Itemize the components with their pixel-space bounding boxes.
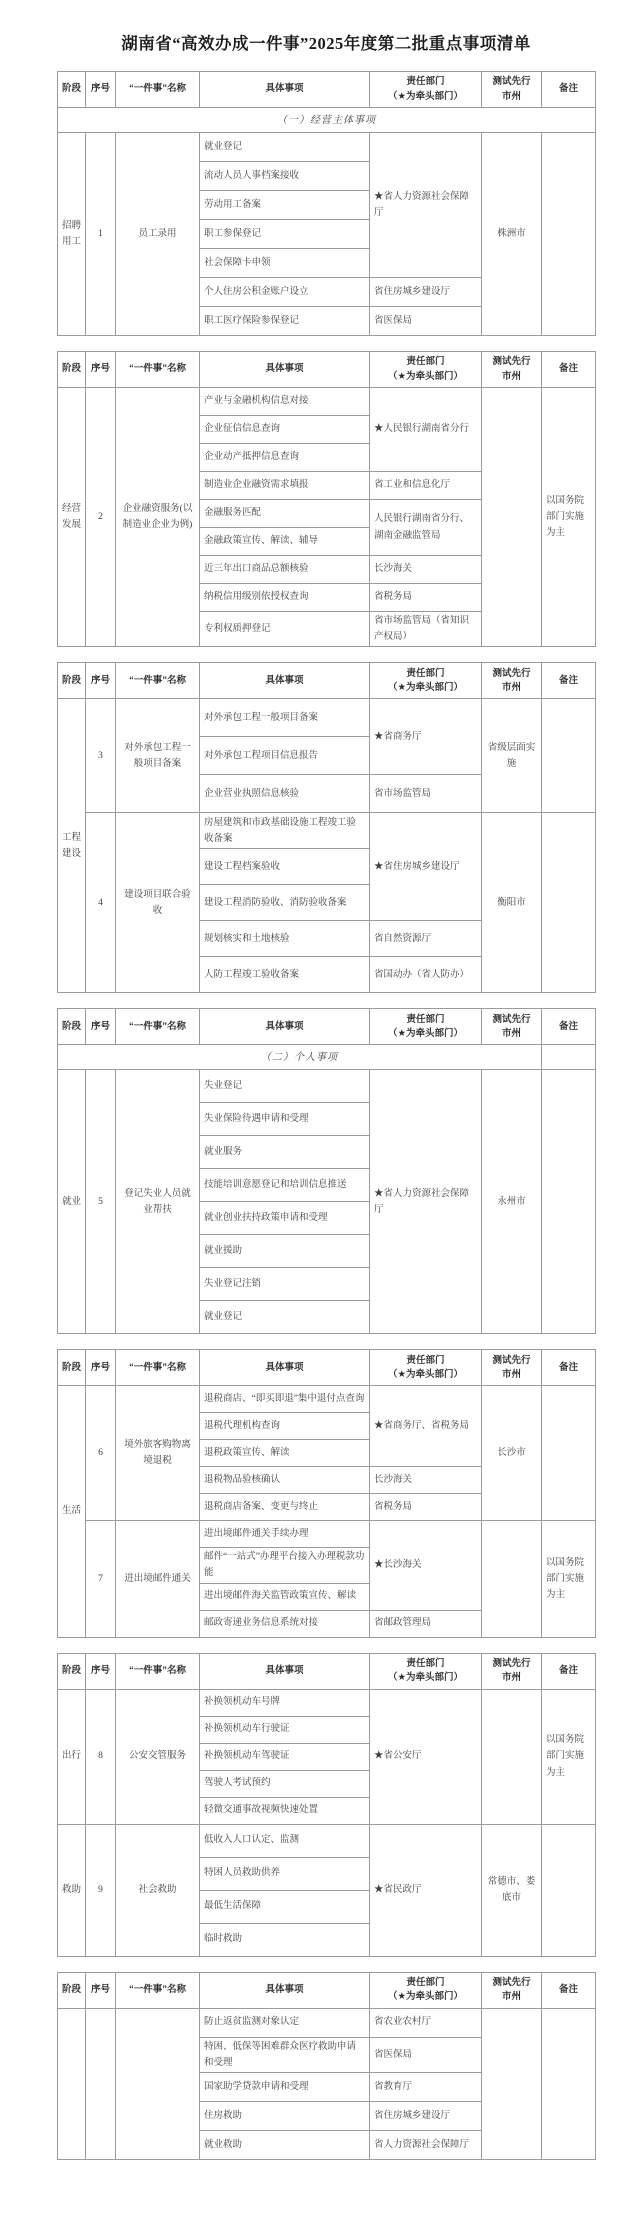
item-cell: 退税政策宣传、解读 [200, 1440, 370, 1467]
item-cell: 职工医疗保险参保登记 [200, 307, 370, 336]
dept-cell: ★省住房城乡建设厅 [370, 813, 482, 921]
item-cell: 就业创业扶持政策申请和受理 [200, 1202, 370, 1235]
col-header-dept-line1: 责任部门 [406, 356, 445, 368]
col-header-stage: 阶段 [58, 1653, 86, 1689]
remark-cell: 以国务院部门实施为主 [542, 1521, 596, 1637]
seq-cell: 3 [86, 699, 116, 813]
item-cell: 对外承包工程一般项目备案 [200, 699, 370, 737]
col-header-remark: 备注 [542, 1009, 596, 1045]
col-header-dept-line2: （★为牵头部门） [387, 1672, 464, 1684]
col-header-stage: 阶段 [58, 72, 86, 108]
group-header-personal: （二）个人事项 [58, 1045, 542, 1070]
dept-cell: ★省民政厅 [370, 1824, 482, 1956]
stage-cell: 生活 [58, 1386, 86, 1637]
item-cell: 流动人员人事档案接收 [200, 162, 370, 191]
seq-cell: 4 [86, 813, 116, 993]
item-cell: 最低生活保障 [200, 1890, 370, 1923]
remark-cell [542, 2008, 596, 2159]
col-header-no: 序号 [86, 352, 116, 388]
item-cell: 补换领机动车行驶证 [200, 1716, 370, 1743]
col-header-city-line1: 测试先行 [492, 356, 531, 368]
city-cell: 永州市 [482, 1070, 542, 1334]
col-header-dept-line2: （★为牵头部门） [387, 370, 464, 382]
group-header-business: （一）经营主体事项 [58, 108, 596, 133]
col-header-city-line2: 市州 [501, 1027, 521, 1039]
col-header-stage: 阶段 [58, 1350, 86, 1386]
table-row [58, 699, 596, 737]
group-header-business-row [58, 108, 596, 133]
group-header-personal-row [58, 1045, 596, 1070]
dept-cell: 省工业和信息化厅 [370, 472, 482, 500]
col-header-stage: 阶段 [58, 1009, 86, 1045]
col-header-city-line2: 市州 [501, 90, 521, 102]
col-header-no: 序号 [86, 72, 116, 108]
col-header-city-line1: 测试先行 [492, 1976, 531, 1988]
col-header-remark: 备注 [542, 1653, 596, 1689]
item-cell: 国家助学贷款申请和受理 [200, 2072, 370, 2101]
seq-cell: 6 [86, 1386, 116, 1521]
table-header-row [58, 1009, 596, 1045]
city-cell [482, 1521, 542, 1637]
stage-cell: 救助 [58, 1824, 86, 1956]
item-cell: 技能培训意愿登记和培训信息推送 [200, 1169, 370, 1202]
item-cell: 金融政策宣传、解读、辅导 [200, 528, 370, 556]
remark-cell: 以国务院部门实施为主 [542, 1689, 596, 1824]
col-header-no: 序号 [86, 1009, 116, 1045]
dept-cell: 长沙海关 [370, 556, 482, 584]
seq-cell: 8 [86, 1689, 116, 1824]
col-header-stage: 阶段 [58, 663, 86, 699]
col-header-stage: 阶段 [58, 352, 86, 388]
item-cell: 退税商店、“即买即退”集中退付点查询 [200, 1386, 370, 1413]
city-cell: 株洲市 [482, 133, 542, 336]
col-header-dept [370, 663, 482, 699]
dept-cell: 省教育厅 [370, 2072, 482, 2101]
dept-cell: 省税务局 [370, 584, 482, 612]
seq-cell: 1 [86, 133, 116, 336]
dept-cell: ★省商务厅、省税务局 [370, 1386, 482, 1467]
dept-cell: 省自然资源厅 [370, 921, 482, 957]
item-cell: 建设工程消防验收、消防验收备案 [200, 885, 370, 921]
stage-cell [58, 2008, 86, 2159]
table-block-1 [57, 71, 596, 336]
dept-cell: ★省公安厅 [370, 1689, 482, 1824]
city-cell: 长沙市 [482, 1386, 542, 1521]
col-header-dept [370, 352, 482, 388]
item-cell: 补换领机动车号牌 [200, 1689, 370, 1716]
col-header-remark: 备注 [542, 72, 596, 108]
col-header-item: 具体事项 [200, 352, 370, 388]
col-header-no: 序号 [86, 1350, 116, 1386]
dept-cell: ★省人力资源社会保障厅 [370, 1070, 482, 1334]
item-cell: 退税代理机构查询 [200, 1413, 370, 1440]
table-block-6 [57, 1653, 596, 1957]
item-cell: 补换领机动车驾驶证 [200, 1743, 370, 1770]
stage-cell: 招聘用工 [58, 133, 86, 336]
table-header-row [58, 1972, 596, 2008]
col-header-dept [370, 1653, 482, 1689]
item-cell: 对外承包工程项目信息报告 [200, 737, 370, 775]
table-header-row [58, 1653, 596, 1689]
seq-cell [86, 2008, 116, 2159]
col-header-name: “一件事”名称 [116, 1009, 200, 1045]
table-row [58, 1070, 596, 1103]
col-header-remark: 备注 [542, 1350, 596, 1386]
item-cell: 特困人员救助供养 [200, 1857, 370, 1890]
item-cell: 人防工程竣工验收备案 [200, 957, 370, 993]
city-cell: 衡阳市 [482, 813, 542, 993]
dept-cell: 省住房城乡建设厅 [370, 2101, 482, 2130]
col-header-dept [370, 1972, 482, 2008]
remark-cell [542, 1386, 596, 1521]
dept-cell: ★省商务厅 [370, 699, 482, 775]
city-cell: 省级层面实施 [482, 699, 542, 813]
item-cell: 就业登记 [200, 1301, 370, 1334]
city-cell: 常德市、娄底市 [482, 1824, 542, 1956]
col-header-name: “一件事”名称 [116, 663, 200, 699]
stage-cell: 经营发展 [58, 388, 86, 647]
col-header-city-line1: 测试先行 [492, 1657, 531, 1669]
item-cell: 专利权质押登记 [200, 612, 370, 647]
item-cell: 企业征信信息查询 [200, 416, 370, 444]
item-cell: 住房救助 [200, 2101, 370, 2130]
col-header-city-line2: 市州 [501, 1991, 521, 2003]
col-header-item: 具体事项 [200, 663, 370, 699]
remark-cell [542, 1045, 596, 1070]
dept-cell: 长沙海关 [370, 1467, 482, 1494]
item-cell: 防止返贫监测对象认定 [200, 2008, 370, 2037]
dept-cell: 省人力资源社会保障厅 [370, 2130, 482, 2159]
dept-cell: 省农业农村厅 [370, 2008, 482, 2037]
col-header-city-line2: 市州 [501, 1672, 521, 1684]
col-header-name: “一件事”名称 [116, 1972, 200, 2008]
table-row [58, 1386, 596, 1413]
remark-cell: 以国务院部门实施为主 [542, 388, 596, 647]
col-header-city [482, 352, 542, 388]
col-header-city [482, 72, 542, 108]
stage-cell: 就业 [58, 1070, 86, 1334]
table-row [58, 1824, 596, 1857]
col-header-dept-line2: （★为牵头部门） [387, 681, 464, 693]
remark-cell [542, 813, 596, 993]
remark-cell [542, 133, 596, 336]
col-header-item: 具体事项 [200, 1009, 370, 1045]
col-header-city-line1: 测试先行 [492, 1013, 531, 1025]
col-header-city [482, 1972, 542, 2008]
col-header-dept [370, 1009, 482, 1045]
remark-cell [542, 699, 596, 813]
col-header-name: “一件事”名称 [116, 1653, 200, 1689]
col-header-city-line1: 测试先行 [492, 76, 531, 88]
table-header-row [58, 72, 596, 108]
item-cell: 邮政寄递业务信息系统对接 [200, 1610, 370, 1637]
item-cell: 失业登记 [200, 1070, 370, 1103]
dept-cell: 省医保局 [370, 2037, 482, 2072]
col-header-dept [370, 72, 482, 108]
col-header-dept-line1: 责任部门 [406, 1013, 445, 1025]
name-cell: 对外承包工程一般项目备案 [116, 699, 200, 813]
item-cell: 劳动用工备案 [200, 191, 370, 220]
name-cell: 企业融资服务(以制造业企业为例) [116, 388, 200, 647]
col-header-item: 具体事项 [200, 1653, 370, 1689]
table-header-row [58, 1350, 596, 1386]
table-block-4 [57, 1008, 596, 1334]
item-cell: 进出境邮件通关手续办理 [200, 1521, 370, 1548]
city-cell [482, 388, 542, 647]
col-header-name: “一件事”名称 [116, 1350, 200, 1386]
name-cell [116, 2008, 200, 2159]
col-header-city-line2: 市州 [501, 370, 521, 382]
table-row [58, 2008, 596, 2037]
col-header-dept-line2: （★为牵头部门） [387, 1991, 464, 2003]
dept-cell: 省税务局 [370, 1494, 482, 1521]
item-cell: 制造业企业融资需求填报 [200, 472, 370, 500]
item-cell: 邮件“一站式”办理平台接入办理税款功能 [200, 1548, 370, 1583]
col-header-no: 序号 [86, 663, 116, 699]
dept-cell: ★省人力资源社会保障厅 [370, 133, 482, 278]
item-cell: 房屋建筑和市政基础设施工程竣工验收备案 [200, 813, 370, 849]
item-cell: 近三年出口商品总额核验 [200, 556, 370, 584]
item-cell: 企业动产抵押信息查询 [200, 444, 370, 472]
item-cell: 驾驶人考试预约 [200, 1770, 370, 1797]
col-header-city-line2: 市州 [501, 681, 521, 693]
table-row [58, 388, 596, 416]
name-cell: 员工录用 [116, 133, 200, 336]
col-header-item: 具体事项 [200, 1972, 370, 2008]
col-header-name: “一件事”名称 [116, 72, 200, 108]
col-header-dept-line1: 责任部门 [406, 76, 445, 88]
name-cell: 建设项目联合验收 [116, 813, 200, 993]
col-header-remark: 备注 [542, 352, 596, 388]
dept-cell: 人民银行湖南省分行、湖南金融监管局 [370, 500, 482, 556]
item-cell: 职工参保登记 [200, 220, 370, 249]
item-cell: 金融服务匹配 [200, 500, 370, 528]
item-cell: 规划核实和土地核验 [200, 921, 370, 957]
col-header-city-line1: 测试先行 [492, 667, 531, 679]
item-cell: 特困、低保等困难群众医疗救助申请和受理 [200, 2037, 370, 2072]
col-header-city [482, 1653, 542, 1689]
col-header-no: 序号 [86, 1972, 116, 2008]
table-header-row [58, 352, 596, 388]
col-header-remark: 备注 [542, 1972, 596, 2008]
col-header-dept-line1: 责任部门 [406, 1354, 445, 1366]
item-cell: 个人住房公积金账户设立 [200, 278, 370, 307]
item-cell: 就业登记 [200, 133, 370, 162]
dept-cell: 省市场监管局 [370, 775, 482, 813]
seq-cell: 2 [86, 388, 116, 647]
dept-cell: 省市场监管局（省知识产权局） [370, 612, 482, 647]
item-cell: 就业服务 [200, 1136, 370, 1169]
col-header-dept-line1: 责任部门 [406, 1657, 445, 1669]
item-cell: 临时救助 [200, 1923, 370, 1956]
name-cell: 进出境邮件通关 [116, 1521, 200, 1637]
table-block-7 [57, 1972, 596, 2160]
table-block-5 [57, 1349, 596, 1637]
item-cell: 失业保险待遇申请和受理 [200, 1103, 370, 1136]
name-cell: 登记失业人员就业帮扶 [116, 1070, 200, 1334]
name-cell: 境外旅客购物离境退税 [116, 1386, 200, 1521]
table-block-2 [57, 351, 596, 647]
col-header-no: 序号 [86, 1653, 116, 1689]
col-header-dept-line2: （★为牵头部门） [387, 1027, 464, 1039]
dept-cell: 省国动办（省人防办） [370, 957, 482, 993]
col-header-dept [370, 1350, 482, 1386]
dept-cell: 省医保局 [370, 307, 482, 336]
item-cell: 轻微交通事故视频快速处置 [200, 1797, 370, 1824]
col-header-remark: 备注 [542, 663, 596, 699]
dept-cell: 省住房城乡建设厅 [370, 278, 482, 307]
table-row [58, 813, 596, 849]
stage-cell: 工程建设 [58, 699, 86, 993]
table-row [58, 133, 596, 162]
col-header-dept-line1: 责任部门 [406, 1976, 445, 1988]
name-cell: 社会救助 [116, 1824, 200, 1956]
doc-title: 湖南省“高效办成一件事”2025年度第二批重点事项清单 [121, 34, 531, 53]
city-cell [482, 1689, 542, 1824]
seq-cell: 5 [86, 1070, 116, 1334]
seq-cell: 7 [86, 1521, 116, 1637]
item-cell: 就业援助 [200, 1235, 370, 1268]
col-header-city-line2: 市州 [501, 1368, 521, 1380]
stage-cell: 出行 [58, 1689, 86, 1824]
remark-cell [542, 1070, 596, 1334]
col-header-city [482, 1009, 542, 1045]
item-cell: 就业救助 [200, 2130, 370, 2159]
item-cell: 产业与金融机构信息对接 [200, 388, 370, 416]
item-cell: 低收入人口认定、监测 [200, 1824, 370, 1857]
item-cell: 纳税信用级别依授权查询 [200, 584, 370, 612]
col-header-stage: 阶段 [58, 1972, 86, 2008]
dept-cell: 省邮政管理局 [370, 1610, 482, 1637]
item-cell: 企业营业执照信息核验 [200, 775, 370, 813]
col-header-item: 具体事项 [200, 1350, 370, 1386]
col-header-city [482, 1350, 542, 1386]
table-block-3 [57, 662, 596, 993]
dept-cell: ★人民银行湖南省分行 [370, 388, 482, 472]
remark-cell [542, 1824, 596, 1956]
col-header-item: 具体事项 [200, 72, 370, 108]
item-cell: 退税商店备案、变更与终止 [200, 1494, 370, 1521]
item-cell: 社会保障卡申领 [200, 249, 370, 278]
item-cell: 退税物品验核确认 [200, 1467, 370, 1494]
col-header-city [482, 663, 542, 699]
dept-cell: ★长沙海关 [370, 1521, 482, 1610]
city-cell [482, 2008, 542, 2159]
col-header-dept-line2: （★为牵头部门） [387, 90, 464, 102]
table-header-row [58, 663, 596, 699]
name-cell: 公安交管服务 [116, 1689, 200, 1824]
item-cell: 失业登记注销 [200, 1268, 370, 1301]
col-header-dept-line1: 责任部门 [406, 667, 445, 679]
table-row [58, 1521, 596, 1548]
col-header-name: “一件事”名称 [116, 352, 200, 388]
table-row [58, 1689, 596, 1716]
col-header-city-line1: 测试先行 [492, 1354, 531, 1366]
col-header-dept-line2: （★为牵头部门） [387, 1368, 464, 1380]
item-cell: 建设工程档案验收 [200, 849, 370, 885]
seq-cell: 9 [86, 1824, 116, 1956]
item-cell: 进出境邮件海关监管政策宣传、解读 [200, 1583, 370, 1610]
